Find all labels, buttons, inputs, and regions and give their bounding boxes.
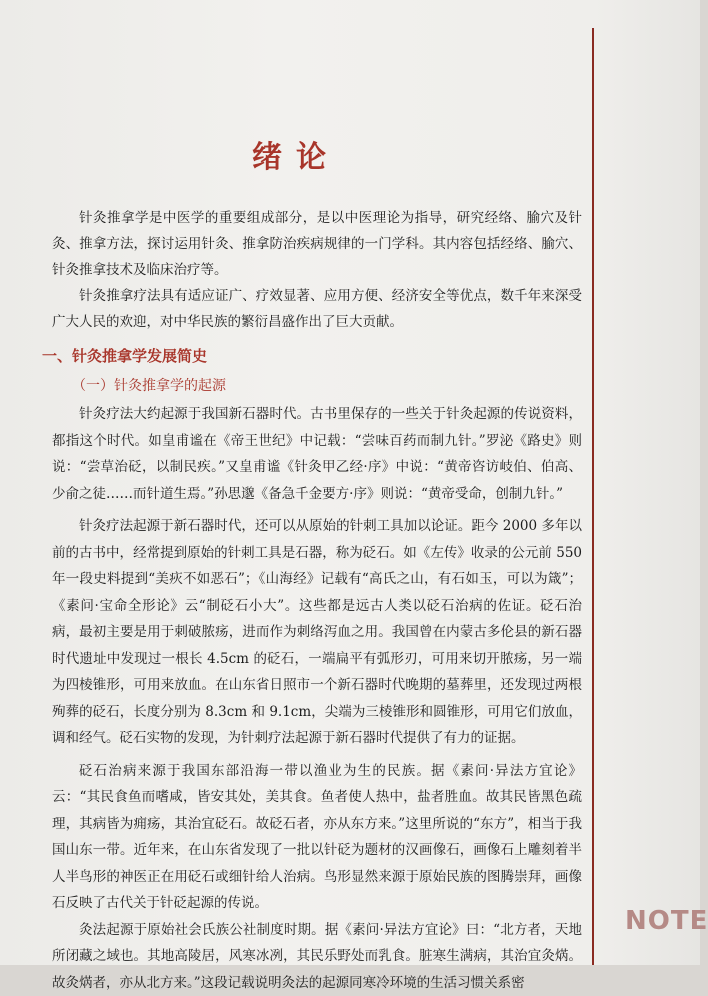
intro-paragraph: 针灸推拿学是中医学的重要组成部分，是以中医理论为指导，研究经络、腧穴及针灸、推拿方法，探讨运用针灸、推拿防治疾病规律的一门学科。其内容包括经络、腧穴、针灸推拿技术及临床治疗等。 bbox=[52, 205, 582, 283]
body-paragraph: 灸法起源于原始社会氏族公社制度时期。据《素问·异法方宜论》曰：“北方者，天地所闭藏之域也。其地高陵居，风寒冰冽，其民乐野处而乳食。脏寒生满病，其治宜灸焫。故灸焫者，亦从北方来。”这段记载说明灸法的起源同寒冷环境的生活习惯关系密 bbox=[52, 917, 582, 996]
side-tab-label: NOTE bbox=[625, 906, 708, 936]
intro-section bbox=[52, 205, 582, 335]
page-body bbox=[52, 205, 582, 996]
subsection-heading: （一）针灸推拿学的起源 bbox=[72, 373, 582, 399]
body-paragraph: 砭石治病来源于我国东部沿海一带以渔业为生的民族。据《素问·异法方宜论》云：“其民食鱼而嗜咸，皆安其处，美其食。鱼者使人热中，盐者胜血。故其民皆黑色疏理，其病皆为痈疡，其治宜砭石。故砭石者，亦从东方来。”这里所说的“东方”，相当于我国山东一带。近年来，在山东省发现了一批以针砭为题材的汉画像石，画像石上雕刻着半人半鸟形的神医正在用砭石或细针给人治病。鸟形显然来源于原始民族的图腾崇拜，画像石反映了古代关于针砭起源的传说。 bbox=[52, 758, 582, 917]
body-paragraph: 针灸疗法起源于新石器时代，还可以从原始的针刺工具加以论证。距今 2000 多年以前的古书中，经常提到原始的针刺工具是石器，称为砭石。如《左传》收录的公元前 550 年一段史料提到“美疢不如恶石”；《山海经》记载有“高氏之山，有石如玉，可以为箴”；《素问·宝命全形论》云“制砭石小大”。这些都是远古人类以砭石治病的佐证。砭石治病，最初主要是用于刺破脓疡，进而作为刺络泻血之用。我国曾在内蒙古多伦县的新石器时代遗址中发现过一根长 4.5cm 的砭石，一端扁平有弧形刃，可用来切开脓疡，另一端为四棱锥形，可用来放血。在山东省日照市一个新石器时代晚期的墓葬里，还发现过两根殉葬的砭石，长度分别为 8.3cm 和 9.1cm，尖端为三棱锥形和圆锥形，可用它们放血，调和经气。砭石实物的发现，为针刺疗法起源于新石器时代提供了有力的证据。 bbox=[52, 513, 582, 752]
bleed-through-text bbox=[55, 28, 585, 49]
section-heading: 一、针灸推拿学发展简史 bbox=[42, 343, 582, 369]
margin-rule bbox=[592, 28, 594, 965]
chapter-title: 绪论 bbox=[0, 132, 592, 176]
body-paragraph: 针灸疗法大约起源于我国新石器时代。古书里保存的一些关于针灸起源的传说资料，都指这个时代。如皇甫谧在《帝王世纪》中记载：“尝味百药而制九针。”罗泌《路史》则说：“尝草治砭，以制民疾。”又皇甫谧《针灸甲乙经·序》中说：“黄帝咨访岐伯、伯高、少俞之徒……而针道生焉。”孙思邈《备急千金要方·序》则说：“黄帝受命，创制九针。” bbox=[52, 401, 582, 507]
intro-paragraph: 针灸推拿疗法具有适应证广、疗效显著、应用方便、经济安全等优点，数千年来深受广大人民的欢迎，对中华民族的繁衍昌盛作出了巨大贡献。 bbox=[52, 283, 582, 335]
